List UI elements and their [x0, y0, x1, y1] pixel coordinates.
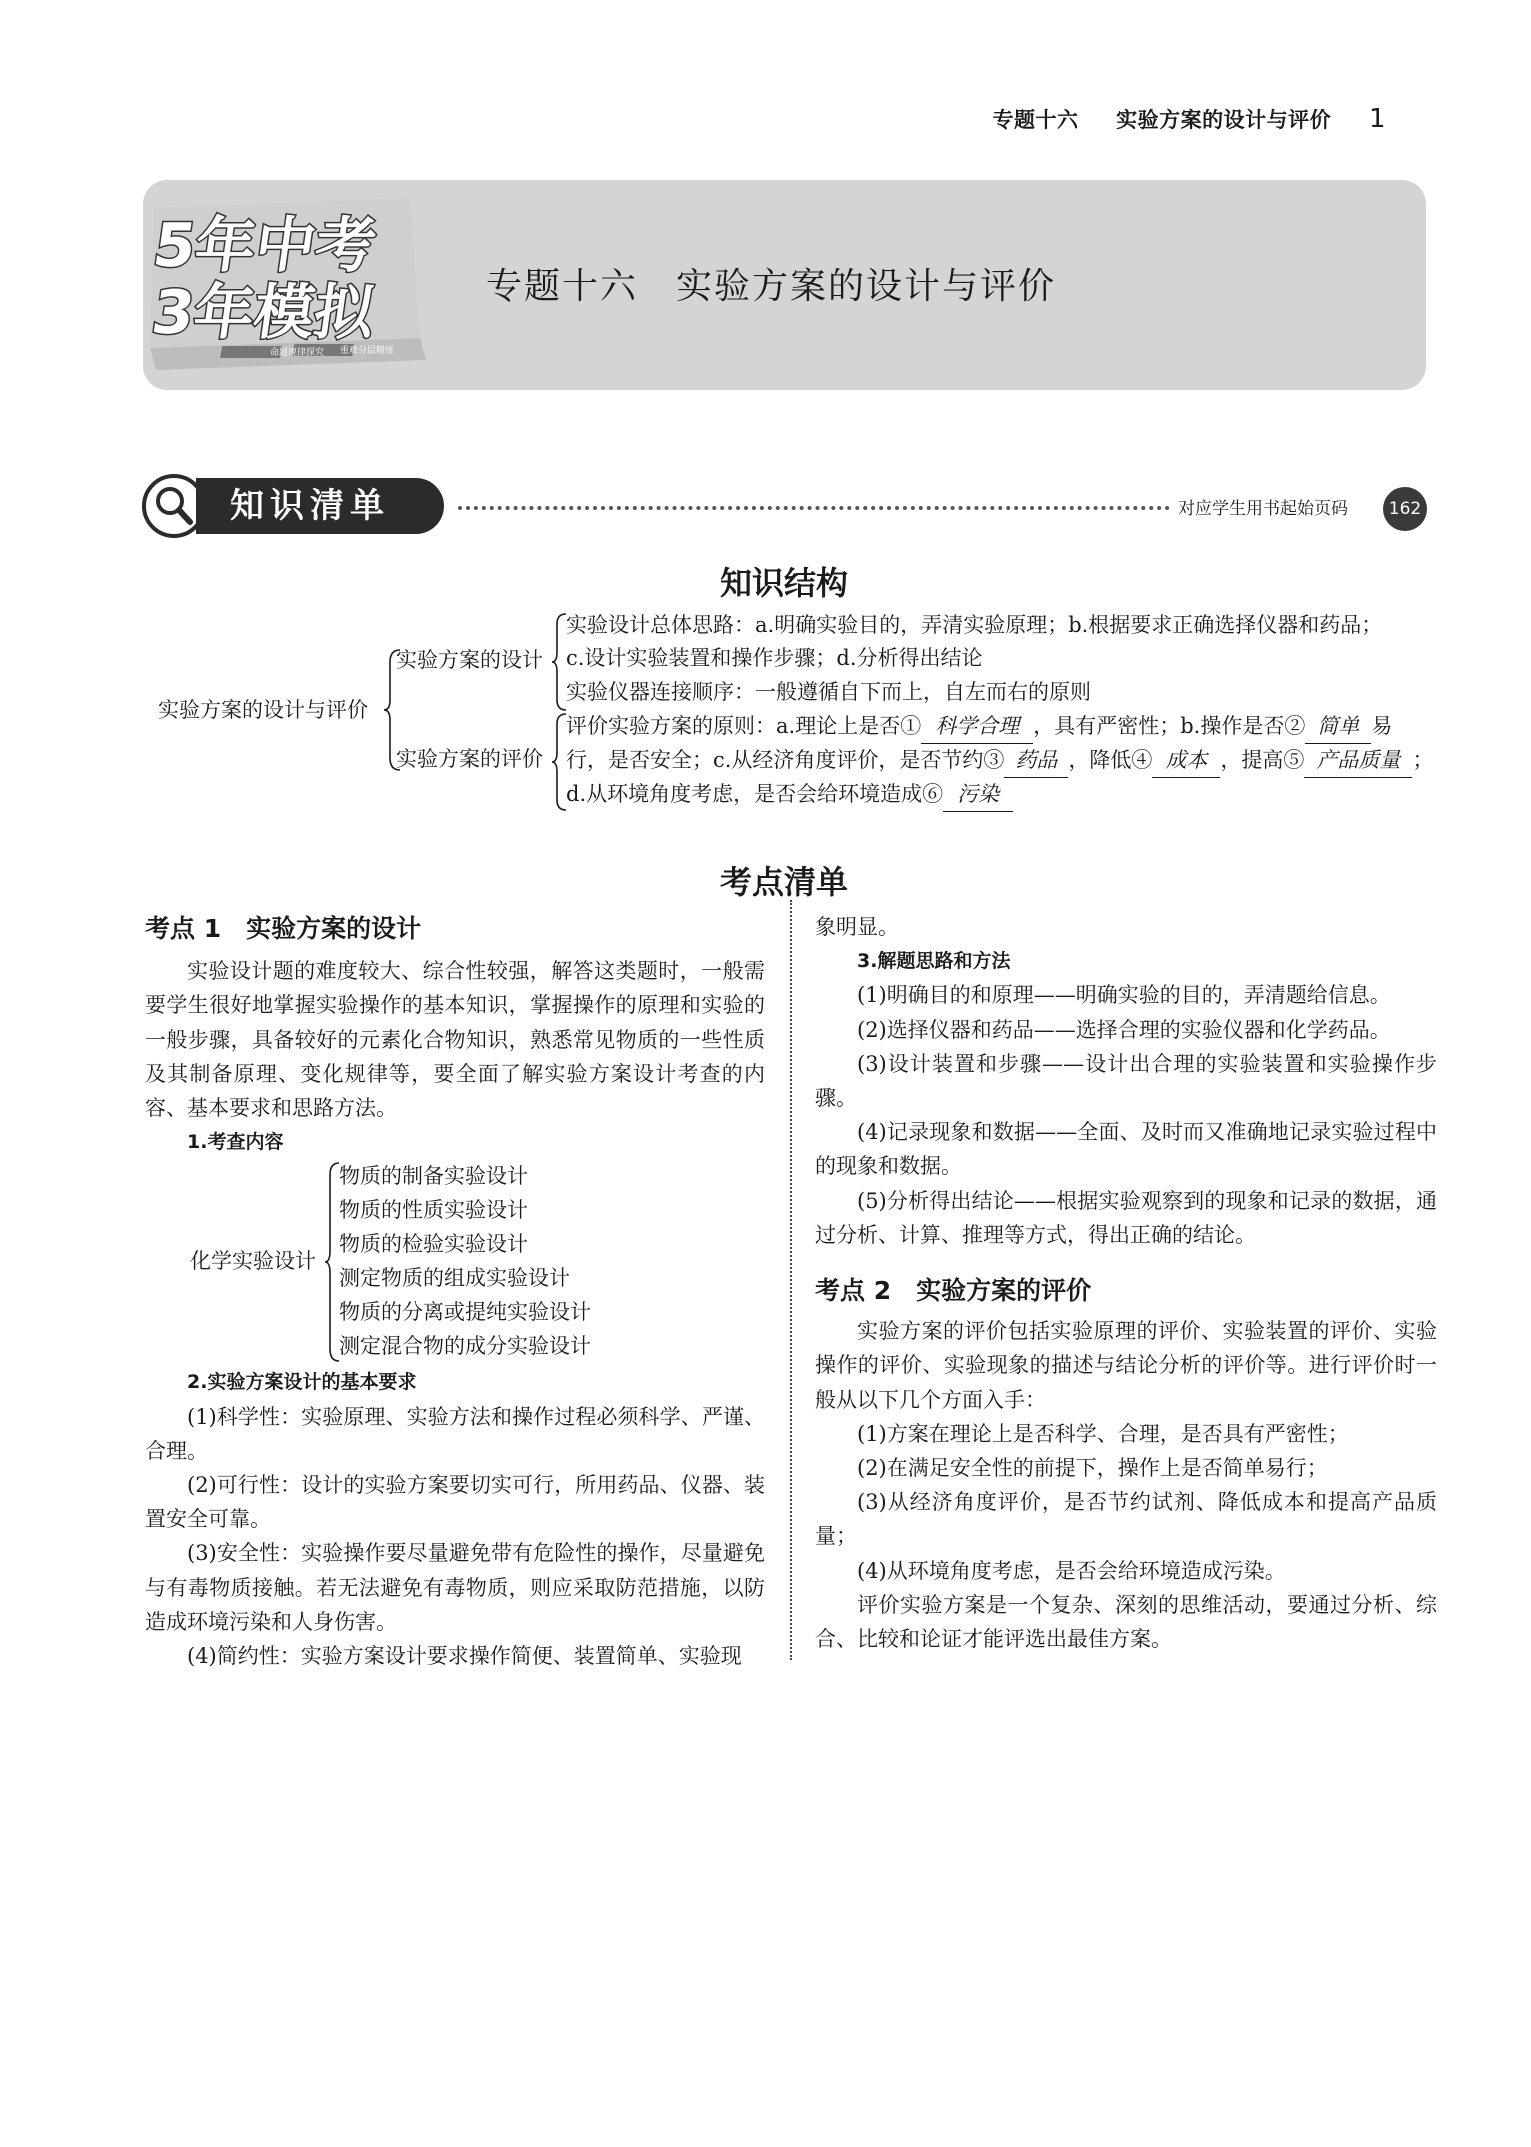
eval-text: 评价实验方案的原则：a.理论上是否① [566, 714, 922, 738]
kd2-closing: 评价实验方案是一个复杂、深刻的思维活动，要通过分析、综合、比较和论证才能评选出最佳方案。 [815, 1592, 1437, 1652]
answer-blank-3: 药品 [1004, 744, 1068, 778]
design-label: 实验方案的设计 [396, 648, 543, 672]
chem-item: 测定物质的组成实验设计 [339, 1266, 570, 1291]
ref-page-badge: 162 [1383, 487, 1427, 531]
right-column [815, 910, 1437, 1656]
design-line-2: c.设计实验装置和操作步骤；d.分析得出结论 [566, 646, 983, 670]
chem-item: 物质的制备实验设计 [339, 1164, 528, 1189]
requirement-item: (1)科学性：实验原理、实验方法和操作过程必须科学、严谨、合理。 [145, 1404, 765, 1463]
running-header-title: 实验方案的设计与评价 [1116, 108, 1332, 132]
evaluation-line-1 [566, 710, 1392, 744]
logo-line-2: 3年模拟 [147, 278, 380, 348]
eval-item: (2)在满足安全性的前提下，操作上是否简单易行； [857, 1456, 1328, 1481]
evaluation-line-2 [566, 744, 1433, 778]
design-line-3: 实验仪器连接顺序：一般遵循自下而上，自左而右的原则 [566, 680, 1091, 704]
step-item: (3)设计装置和步骤——设计出合理的实验装置和实验操作步骤。 [815, 1051, 1437, 1111]
eval-item: (4)从环境角度考虑，是否会给环境造成污染。 [857, 1558, 1286, 1583]
answer-blank-5: 产品质量 [1304, 744, 1412, 778]
kd1-sub-3: 3.解题思路和方法 [857, 950, 1011, 973]
step-item: (4)记录现象和数据——全面、及时而又准确地记录实验过程中的现象和数据。 [815, 1120, 1437, 1179]
step-item: (2)选择仪器和药品——选择合理的实验仪器和化学药品。 [857, 1017, 1391, 1042]
requirement-item: (4)简约性：实验方案设计要求操作简便、装置简单、实验现 [187, 1644, 742, 1669]
checklist-heading: 考点清单 [719, 863, 848, 901]
design-line-1: 实验设计总体思路：a.明确实验目的，弄清实验原理；b.根据要求正确选择仪器和药品； [566, 613, 1383, 637]
eval-text: ，降低④ [1068, 748, 1153, 772]
running-header [993, 104, 1386, 134]
chem-items [339, 1159, 591, 1363]
answer-blank-6: 污染 [943, 778, 1013, 812]
requirement-item: (3)安全性：实验操作要尽量避免带有危险性的操作，尽量避免与有毒物质接触。若无法避免有毒物质，则应采取防范措施，以防造成环境污染和人身伤害。 [145, 1541, 765, 1634]
requirement-item: (2)可行性：设计的实验方案要切实可行，所用药品、仪器、装置安全可靠。 [145, 1473, 765, 1532]
step-item: (1)明确目的和原理——明确实验的目的，弄清题给信息。 [857, 983, 1391, 1008]
logo-line-1: 5年中考 [148, 211, 381, 281]
eval-text: ，提高⑤ [1220, 748, 1305, 772]
eval-item: (1)方案在理论上是否科学、合理，是否具有严密性； [857, 1421, 1349, 1446]
kd1-title: 考点 1 实验方案的设计 [145, 914, 422, 943]
chem-item: 物质的性质实验设计 [339, 1198, 528, 1223]
book-logo [140, 188, 430, 373]
answer-blank-4: 成本 [1152, 744, 1220, 778]
kd2-intro: 实验方案的评价包括实验原理的评价、实验装置的评价、实验操作的评价、实验现象的描述与结论分析的评价等。进行评价时一般从以下几个方面入手： [815, 1319, 1437, 1412]
answer-blank-2: 简单 [1305, 710, 1371, 744]
kd1-sub-2: 2.实验方案设计的基本要求 [187, 1371, 417, 1394]
column-divider [790, 900, 792, 1660]
step-item: (5)分析得出结论——根据实验观察到的现象和记录的数据，通过分析、计算、推理等方式，得出正确的结论。 [815, 1188, 1437, 1247]
left-column [145, 912, 765, 1673]
tree-root: 实验方案的设计与评价 [158, 698, 368, 722]
chem-item: 物质的分离或提纯实验设计 [339, 1300, 591, 1325]
logo-tag-1: 命题规律探究 [270, 348, 325, 358]
eval-text: d.从环境角度考虑，是否会给环境造成⑥ [566, 782, 944, 806]
eval-text: 行，是否安全；c.从经济角度评价，是否节约③ [566, 748, 1005, 772]
kd1-sub-1: 1.考查内容 [187, 1131, 284, 1154]
logo-tag-2: 重难分层精练 [340, 346, 395, 356]
chem-root: 化学实验设计 [190, 1249, 316, 1274]
eval-text: 易 [1371, 714, 1393, 738]
kd1-intro: 实验设计题的难度较大、综合性较强，解答这类题时，一般需要学生很好地掌握实验操作的基本知识，掌握操作的原理和实验的一般步骤，具备较好的元素化合物知识，熟悉常见物质的一些性质及其制备原理、变化规律等，要全面了解实验方案设计考查的内容、基本要求和思路方法。 [145, 959, 765, 1121]
eval-item: (3)从经济角度评价，是否节约试剂、降低成本和提高产品质量； [815, 1490, 1437, 1549]
chem-design-tree [145, 1159, 765, 1365]
section-label: 知识清单 [196, 478, 444, 534]
continued-text: 象明显。 [815, 915, 899, 939]
running-header-topic: 专题十六 [992, 108, 1079, 132]
dotted-leader [458, 506, 1170, 510]
evaluation-line-3 [566, 778, 1013, 812]
eval-text: ，具有严密性；b.操作是否② [1033, 714, 1306, 738]
ref-page-label: 对应学生用书起始页码 [1178, 499, 1348, 519]
kd2-title: 考点 2 实验方案的评价 [815, 1276, 1092, 1306]
chem-item: 物质的检验实验设计 [339, 1232, 528, 1257]
chem-item: 测定混合物的成分实验设计 [339, 1334, 591, 1359]
chapter-title: 专题十六 实验方案的设计与评价 [486, 266, 1057, 307]
page-number: 1 [1368, 104, 1386, 134]
evaluation-label: 实验方案的评价 [396, 747, 543, 771]
answer-blank-1: 科学合理 [921, 710, 1033, 744]
eval-text: ； [1412, 748, 1434, 772]
structure-heading: 知识结构 [719, 564, 848, 602]
